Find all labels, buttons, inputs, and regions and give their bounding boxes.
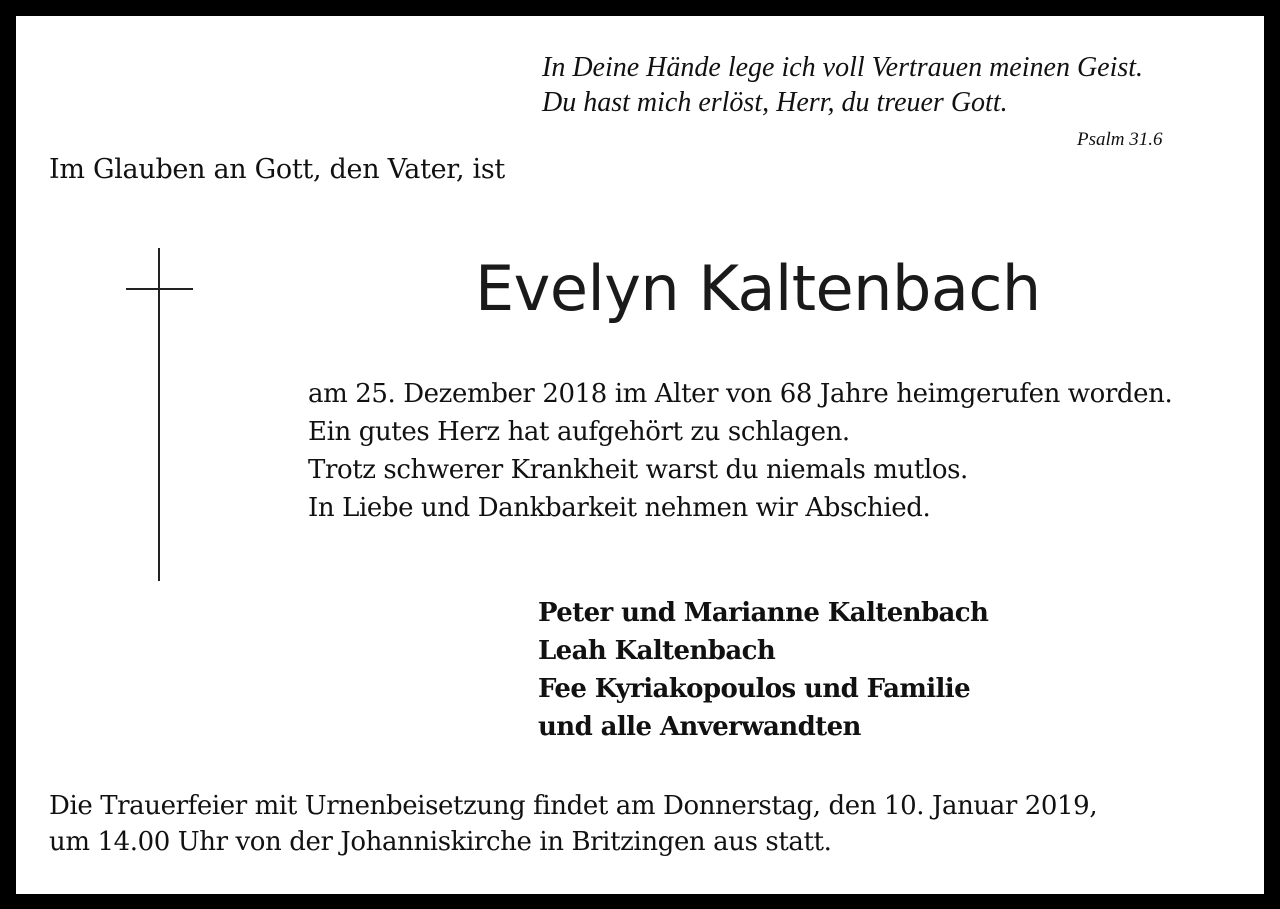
mourners-list: [538, 594, 988, 746]
service-line-2: um 14.00 Uhr von der Johanniskirche in Britzingen aus statt.: [49, 827, 832, 857]
verse-reference: Psalm 31.6: [1077, 129, 1163, 150]
verse-line-1: In Deine Hände lege ich voll Vertrauen meinen Geist.: [542, 52, 1144, 83]
funeral-service-info: [49, 788, 1097, 860]
mourner-4: und alle Anverwandten: [538, 712, 861, 742]
mourner-2: Leah Kaltenbach: [538, 636, 776, 666]
cross-vertical-bar: [158, 248, 160, 581]
mourner-1: Peter und Marianne Kaltenbach: [538, 598, 989, 628]
mourner-3: Fee Kyriakopoulos und Familie: [538, 674, 971, 704]
bible-verse: [542, 50, 1242, 120]
body-line-2: Ein gutes Herz hat aufgehört zu schlagen.: [308, 417, 850, 447]
intro-line: Im Glauben an Gott, den Vater, ist: [49, 154, 505, 185]
body-line-1: am 25. Dezember 2018 im Alter von 68 Jahre heimgerufen worden.: [308, 379, 1173, 409]
obituary-body: [308, 375, 1172, 527]
body-line-3: Trotz schwerer Krankheit warst du niemals mutlos.: [308, 455, 968, 485]
obituary-notice: [16, 16, 1264, 894]
service-line-1: Die Trauerfeier mit Urnenbeisetzung findet am Donnerstag, den 10. Januar 2019,: [49, 791, 1098, 821]
deceased-name: Evelyn Kaltenbach: [475, 252, 1041, 325]
cross-horizontal-bar: [126, 288, 193, 290]
verse-line-2: Du hast mich erlöst, Herr, du treuer Gott.: [542, 87, 1008, 118]
body-line-4: In Liebe und Dankbarkeit nehmen wir Abschied.: [308, 493, 931, 523]
